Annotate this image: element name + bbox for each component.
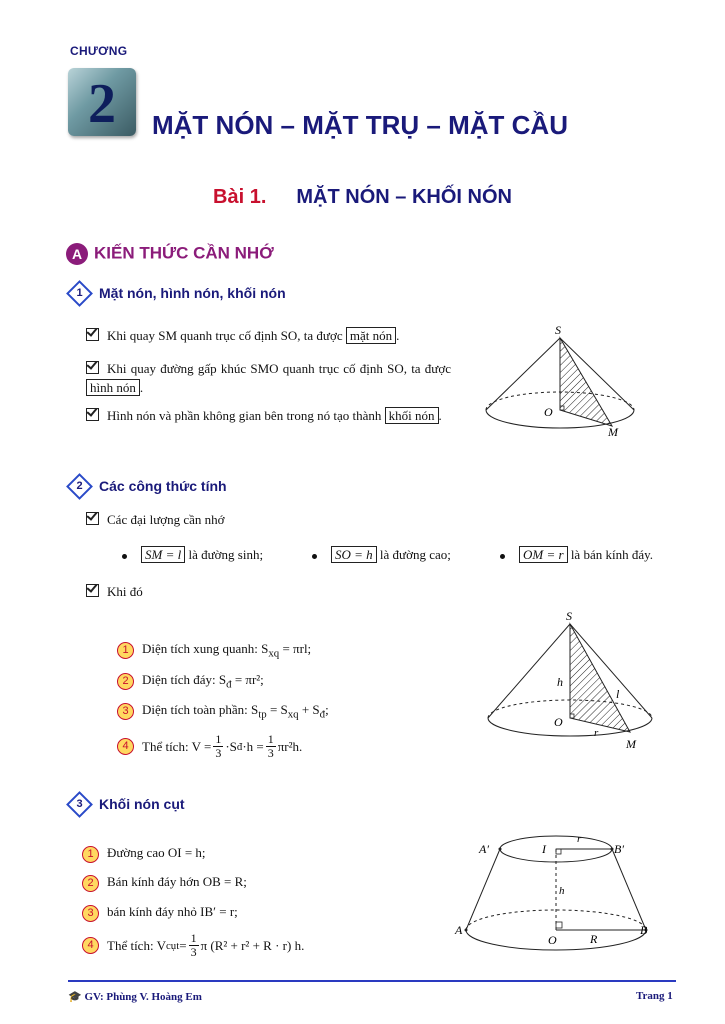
lesson-number: Bài 1. (213, 186, 267, 208)
label-I: I (542, 842, 546, 856)
label-O: O (548, 933, 557, 947)
sub1-item-1: Khi quay SM quanh trục cố định SO, ta được mặt nón . (86, 326, 451, 345)
frustum-item-4: 4 Thể tích: V cụt = $\frac{1}{3}$ π (R² + r² + R · r) h. (82, 932, 304, 959)
quantity-3: OM = r là bán kính đáy. (500, 547, 653, 563)
sub1-badge: 1 (66, 280, 93, 307)
bullet-icon (500, 554, 505, 559)
formula-1: 1 Diện tích xung quanh: $S_{xq} = \pi rl$; (117, 641, 311, 660)
sub1-item-2: Khi quay đường gấp khúc SMO quanh trục cố định SO, ta được hình nón . (86, 359, 451, 397)
label-B: B (640, 923, 648, 937)
check-icon (86, 361, 99, 374)
label-S: S (555, 323, 561, 337)
frustum-item-1: 1 Đường cao OI = h; (82, 845, 206, 863)
cone-figure-2 (480, 606, 660, 754)
sub3-badge: 3 (66, 791, 93, 818)
fraction: $\frac{1}{3}$ (215, 732, 222, 760)
sub2-then: Khi đó (86, 582, 143, 601)
bullet-icon (312, 554, 317, 559)
sub2-heading (70, 478, 227, 497)
sub3-title: Khối nón cụt (99, 796, 185, 813)
sub2-intro: Các đại lượng cần nhớ (86, 510, 225, 529)
quantity-1: SM = l là đường sinh; (122, 547, 263, 563)
cone-figure-1 (480, 318, 640, 443)
label-B-prime: B′ (614, 842, 624, 856)
label-M: M (608, 425, 618, 439)
sub2-badge: 2 (66, 473, 93, 500)
fraction: $\frac{1}{3}$ (190, 931, 197, 959)
chapter-number: 2 (88, 73, 116, 135)
check-icon (86, 584, 99, 597)
label-O: O (544, 405, 553, 419)
section-a-title: KIẾN THỨC CẦN NHỚ (94, 243, 274, 263)
label-R: R (590, 932, 598, 946)
lesson-title: MẶT NÓN – KHỐI NÓN (296, 186, 512, 208)
sub3-heading (70, 796, 185, 815)
check-icon (86, 328, 99, 341)
check-icon (86, 408, 99, 421)
bullet-icon (122, 554, 127, 559)
label-S: S (566, 609, 572, 623)
section-a-heading (66, 243, 274, 265)
section-a-badge: A (66, 243, 88, 265)
label-A-prime: A′ (479, 842, 489, 856)
chapter-label: CHƯƠNG (70, 44, 128, 58)
fraction: $\frac{1}{3}$ (267, 732, 274, 760)
chapter-title: MẶT NÓN – MẶT TRỤ – MẶT CẦU (152, 110, 568, 140)
sub1-heading (70, 285, 286, 304)
formula-3: 3 Diện tích toàn phần: $S_{tp} = S_{xq} + S_đ$; (117, 702, 329, 721)
footer-author: 🎓 GV: Phùng V. Hoàng Em (68, 991, 202, 1003)
quantity-2: SO = h là đường cao; (312, 547, 451, 563)
frustum-figure (452, 826, 662, 951)
frustum-item-3: 3 bán kính đáy nhỏ IB′ = r; (82, 904, 238, 922)
formula-2: 2 Diện tích đáy: $S_đ = \pi r^2$; (117, 672, 264, 691)
graduation-cap-icon: 🎓 (68, 991, 82, 1003)
label-h: h (557, 675, 563, 689)
label-l: l (616, 687, 620, 701)
label-h: h (559, 885, 565, 897)
chapter-number-box (68, 68, 136, 136)
sub1-title: Mặt nón, hình nón, khối nón (99, 285, 286, 302)
footer-divider (68, 980, 676, 982)
label-r: r (594, 727, 599, 739)
label-A: A (455, 923, 463, 937)
frustum-item-2: 2 Bán kính đáy hớn OB = R; (82, 874, 247, 892)
sub2-title: Các công thức tính (99, 478, 227, 495)
formula-4: 4 Thể tích: V = $\frac{1}{3}$ ·S đ ·h = $\frac{1}{3}$ πr²h. (117, 733, 302, 760)
label-r: r (577, 833, 582, 845)
footer-page: Trang 1 (636, 990, 673, 1002)
check-icon (86, 512, 99, 525)
lesson-heading (0, 186, 725, 209)
label-O: O (554, 715, 563, 729)
label-M: M (626, 737, 636, 751)
sub1-item-3: Hình nón và phần không gian bên trong nó tạo thành khối nón . (86, 406, 451, 425)
